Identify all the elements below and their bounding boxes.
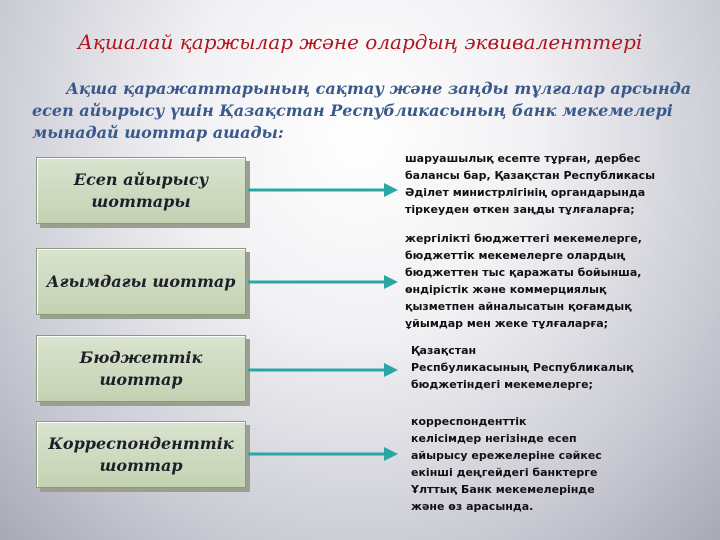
slide-title: Ақшалай қаржылар және олардың эквиваленттері xyxy=(77,30,643,54)
account-box-settlement xyxy=(36,157,246,224)
account-description-correspondent: корреспонденттік келісімдер негізінде есеп айырысу ережелеріне сәйкес екінші деңгейдегі банктерге Ұлттық Банк мекемелерінде және өз арасында. xyxy=(411,415,602,513)
arrow-right-icon xyxy=(248,180,398,200)
account-description-current: жергілікті бюджеттегі мекемелерге, бюджеттік мекемелерге олардың бюджеттен тыс қаражаты бойынша, өндірістік және коммерциялық қызметпен айналысатын қоғамдық ұйымдар мен жеке тұлғаларға; xyxy=(405,232,642,330)
account-label: Ағымдағы шоттар xyxy=(46,271,236,291)
account-box-budget xyxy=(36,335,246,402)
arrow-right-icon xyxy=(248,272,398,292)
account-box-correspondent xyxy=(36,421,246,488)
account-description-budget: Қазақстан Респбуликасының Республикалық бюджетіндегі мекемелерге; xyxy=(411,344,634,391)
account-description-settlement: шаруашылық есепте тұрған, дербес балансы бар, Қазақстан Республикасы Әділет министрлігінің органдарында тіркеуден өткен заңды тұлғаларға; xyxy=(405,152,656,216)
account-box-current xyxy=(36,248,246,315)
account-label: Корреспонденттік шоттар xyxy=(48,433,234,475)
account-label: Есеп айырысу шоттары xyxy=(73,169,209,211)
account-label: Бюджеттік шоттар xyxy=(79,347,203,389)
intro-text: Ақша қаражаттарының сақтау және заңды тұлғалар арсында есеп айырысу үшін Қазақстан Республикасының банк мекемелері мынадай шоттар ашады: xyxy=(32,79,692,142)
arrow-right-icon xyxy=(248,360,398,380)
arrow-right-icon xyxy=(248,444,398,464)
